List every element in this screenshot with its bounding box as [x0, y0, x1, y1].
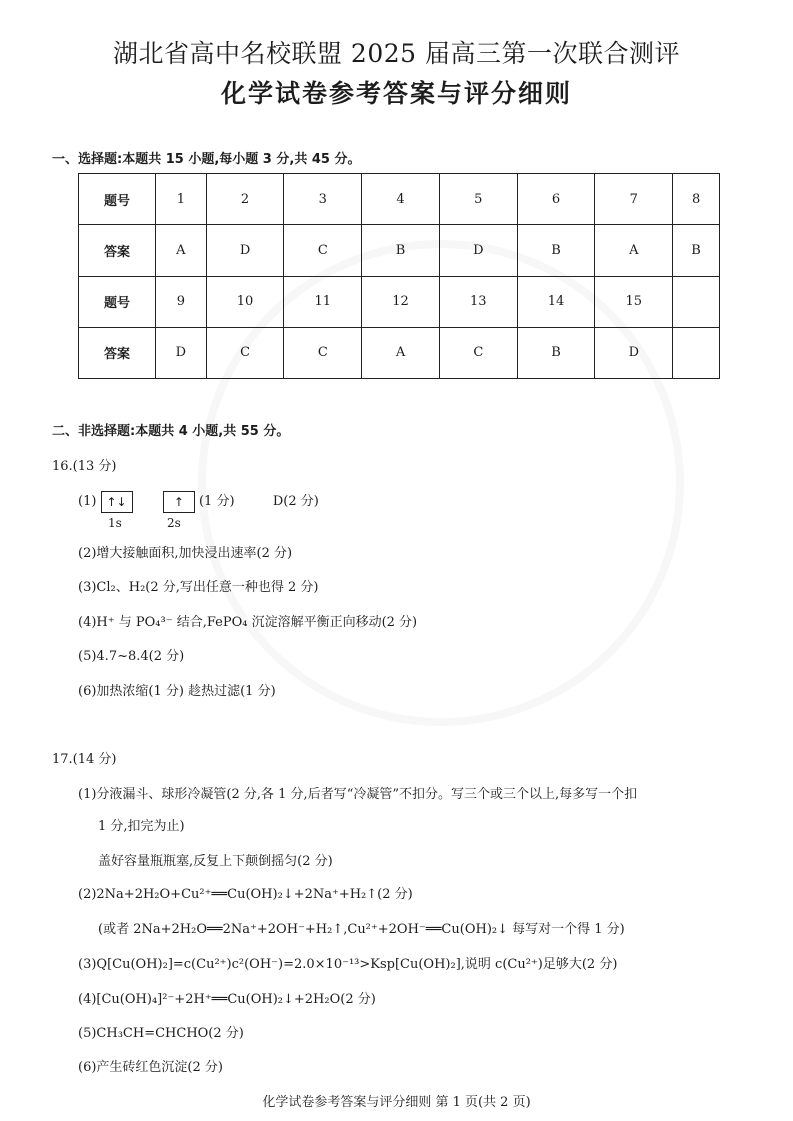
q17-part5: (5)CH₃CH=CHCHO(2 分): [78, 1026, 244, 1041]
q17-title: 17.(14 分): [52, 752, 117, 767]
q17-part1-line3: 盖好容量瓶瓶塞,反复上下颠倒摇匀(2 分): [98, 854, 333, 869]
section1-heading: 一、选择题:本题共 15 小题,每小题 3 分,共 45 分。: [52, 152, 361, 167]
answer-cell: C: [206, 327, 284, 378]
question-number: 6: [517, 174, 595, 225]
question-number: 9: [156, 276, 207, 327]
q17-part4: (4)[Cu(OH)₄]²⁻+2H⁺══Cu(OH)₂↓+2H₂O(2 分): [78, 992, 376, 1007]
question-number: 12: [362, 276, 440, 327]
answer-cell: B: [673, 225, 720, 276]
orbital-box-2s: ↑: [163, 491, 195, 513]
row-label: 答案: [79, 225, 156, 276]
answer-cell: D: [595, 327, 673, 378]
q17-part3: (3)Q[Cu(OH)₂]=c(Cu²⁺)c²(OH⁻)=2.0×10⁻¹³>Ksp[Cu(OH)₂],说明 c(Cu²⁺)足够大(2 分): [78, 957, 618, 972]
question-number: 3: [284, 174, 362, 225]
answer-cell: D: [206, 225, 284, 276]
q17-part1-line2: 1 分,扣完为止): [98, 819, 185, 834]
answer-cell: B: [517, 225, 595, 276]
document-subtitle: 化学试卷参考答案与评分细则: [220, 79, 572, 108]
answer-cell: B: [362, 225, 440, 276]
document-title: 湖北省高中名校联盟 2025 届高三第一次联合测评: [112, 39, 681, 68]
q16-part1-prefix: (1): [78, 494, 97, 509]
orbital-box-1s: ↑↓: [101, 491, 133, 513]
answer-cell: D: [156, 327, 207, 378]
question-number: 5: [439, 174, 517, 225]
row-label: 题号: [79, 174, 156, 225]
q16-part2: (2)增大接触面积,加快浸出速率(2 分): [78, 546, 293, 561]
question-number: 11: [284, 276, 362, 327]
q16-part5: (5)4.7~8.4(2 分): [78, 649, 185, 664]
answer-cell: A: [595, 225, 673, 276]
section2-heading: 二、非选择题:本题共 4 小题,共 55 分。: [52, 424, 290, 439]
q16-part1: [78, 490, 319, 513]
q16-part3: (3)Cl₂、H₂(2 分,写出任意一种也得 2 分): [78, 580, 319, 595]
question-number: 10: [206, 276, 284, 327]
page-footer: 化学试卷参考答案与评分细则 第 1 页(共 2 页): [262, 1095, 531, 1110]
row-label: 题号: [79, 276, 156, 327]
answer-cell: B: [517, 327, 595, 378]
answer-cell: A: [362, 327, 440, 378]
orbital-label-2s: 2s: [167, 516, 181, 530]
table-row: [79, 225, 720, 276]
q17-part6: (6)产生砖红色沉淀(2 分): [78, 1060, 223, 1075]
question-number: 15: [595, 276, 673, 327]
q16-part6: (6)加热浓缩(1 分) 趁热过滤(1 分): [78, 684, 276, 699]
question-number: 1: [156, 174, 207, 225]
question-number: 7: [595, 174, 673, 225]
q17-part1-line1: (1)分液漏斗、球形冷凝管(2 分,各 1 分,后者写“冷凝管”不扣分。写三个或三个以上,每多写一个扣: [78, 787, 638, 802]
answer-cell: C: [439, 327, 517, 378]
question-number: 13: [439, 276, 517, 327]
q16-part1-score: (1 分): [198, 494, 235, 509]
question-number: 14: [517, 276, 595, 327]
row-label: 答案: [79, 327, 156, 378]
question-number: 2: [206, 174, 284, 225]
orbital-label-1s: 1s: [108, 516, 122, 530]
answer-cell: C: [284, 327, 362, 378]
answer-cell: C: [284, 225, 362, 276]
q16-part1-tail: D(2 分): [272, 494, 319, 509]
multiple-choice-answer-table: [78, 173, 720, 379]
answer-cell: [673, 327, 720, 378]
question-number: [673, 276, 720, 327]
question-number: 4: [362, 174, 440, 225]
q17-part2-line1: (2)2Na+2H₂O+Cu²⁺══Cu(OH)₂↓+2Na⁺+H₂↑(2 分): [78, 887, 413, 902]
table-row: [79, 174, 720, 225]
question-number: 8: [673, 174, 720, 225]
q16-title: 16.(13 分): [52, 459, 117, 474]
table-row: [79, 327, 720, 378]
q16-part4: (4)H⁺ 与 PO₄³⁻ 结合,FePO₄ 沉淀溶解平衡正向移动(2 分): [78, 615, 418, 630]
answer-cell: A: [156, 225, 207, 276]
answer-cell: D: [439, 225, 517, 276]
q17-part2-line2: (或者 2Na+2H₂O══2Na⁺+2OH⁻+H₂↑,Cu²⁺+2OH⁻══Cu(OH)₂↓ 每写对一个得 1 分): [98, 922, 625, 937]
table-row: [79, 276, 720, 327]
